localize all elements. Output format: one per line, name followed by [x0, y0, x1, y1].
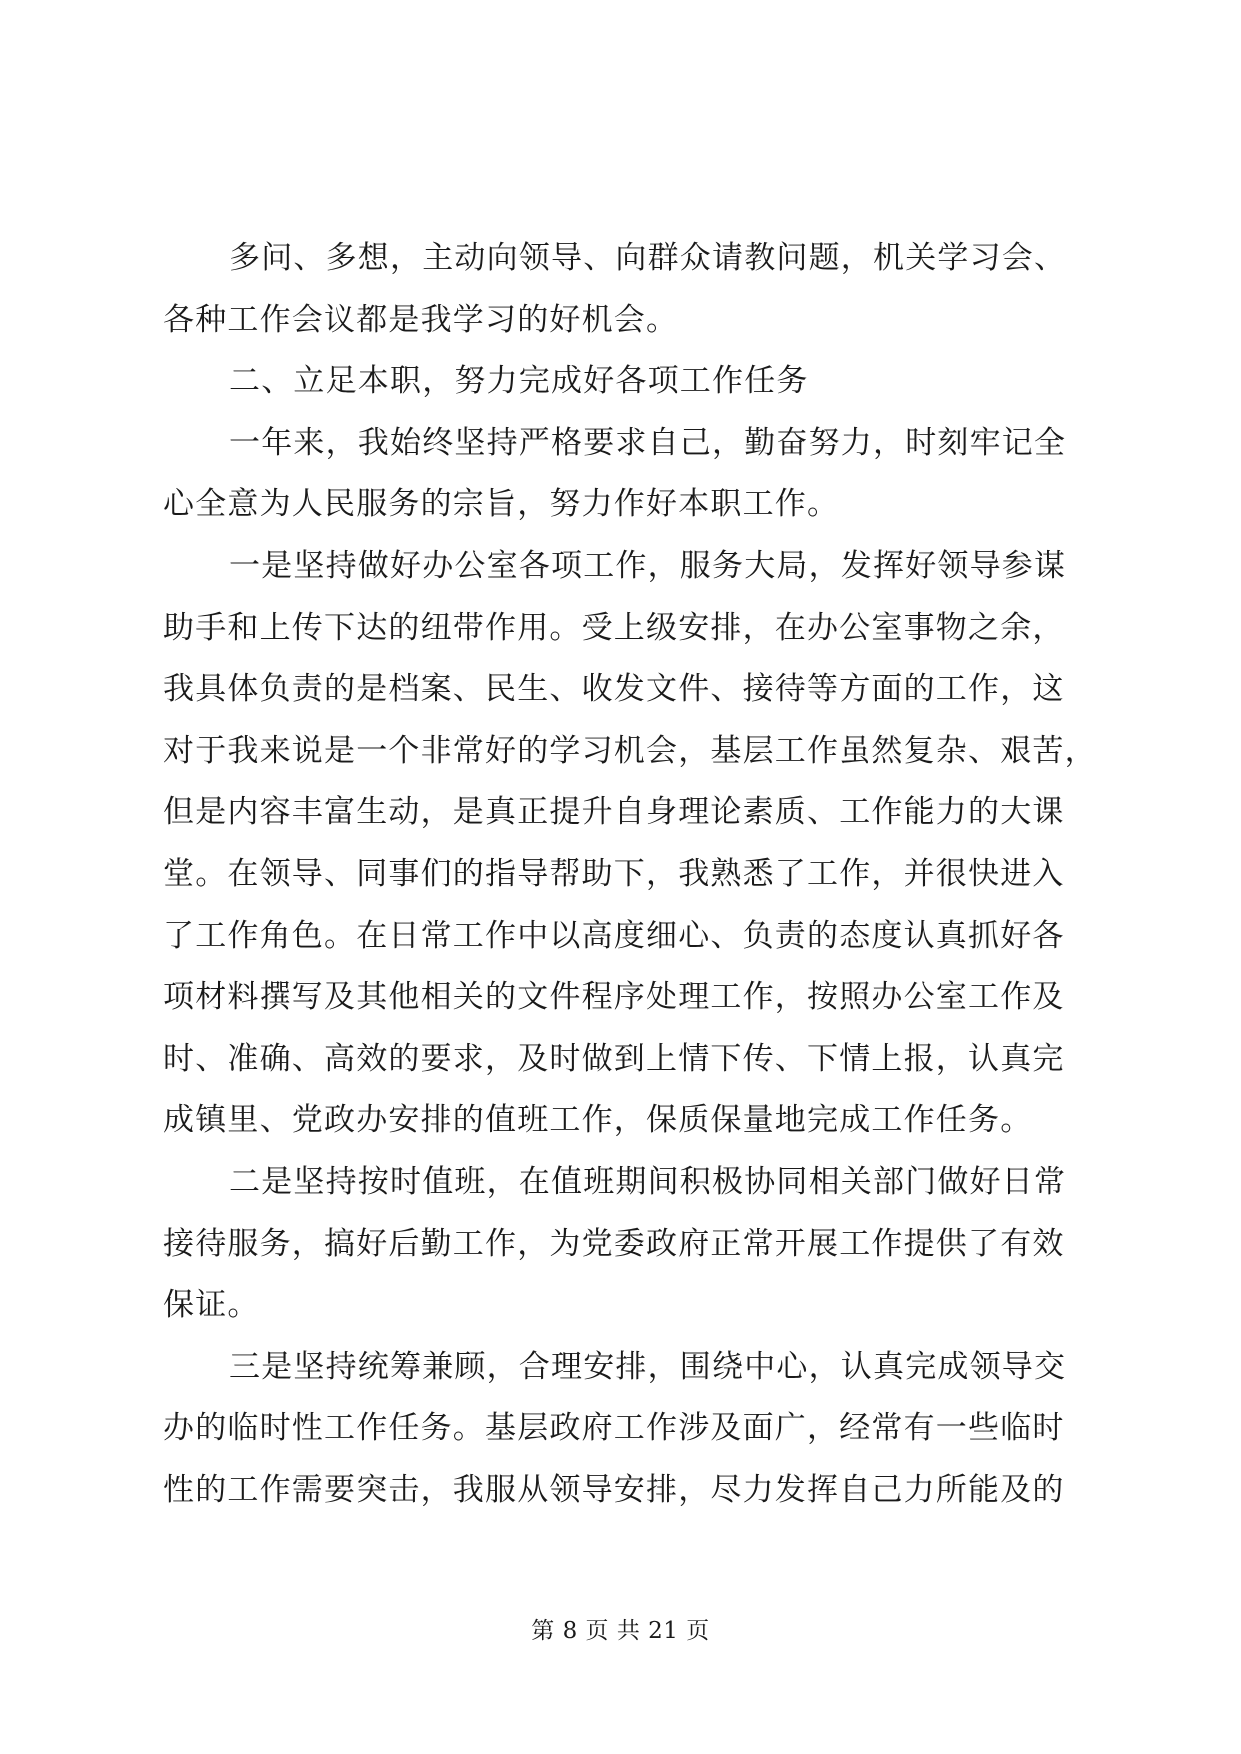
text-line: 各种工作会议都是我学习的好机会。 [163, 301, 679, 338]
text-line: 一是坚持做好办公室各项工作，服务大局，发挥好领导参谋 [229, 547, 1067, 584]
page-footer: 第 8 页 共 21 页 [531, 1618, 710, 1644]
text-line: 项材料撰写及其他相关的文件程序处理工作，按照办公室工作及 [163, 979, 1065, 1016]
text-line: 助手和上传下达的纽带作用。受上级安排，在办公室事物之余， [163, 609, 1065, 646]
text-line: 但是内容丰富生动，是真正提升自身理论素质、工作能力的大课 [163, 794, 1065, 831]
text-line: 保证。 [163, 1287, 260, 1324]
text-line: 性的工作需要突击，我服从领导安排，尽力发挥自己力所能及的 [163, 1471, 1065, 1508]
text-line: 对于我来说是一个非常好的学习机会，基层工作虽然复杂、艰苦， [163, 732, 1097, 769]
text-line: 办的临时性工作任务。基层政府工作涉及面广，经常有一些临时 [163, 1410, 1065, 1447]
text-line: 多问、多想，主动向领导、向群众请教问题，机关学习会、 [229, 240, 1067, 276]
document-body [163, 228, 1097, 1521]
text-line: 二是坚持按时值班，在值班期间积极协同相关部门做好日常 [229, 1163, 1067, 1200]
text-line: 堂。在领导、同事们的指导帮助下，我熟悉了工作，并很快进入 [163, 855, 1065, 892]
text-line: 我具体负责的是档案、民生、收发文件、接待等方面的工作，这 [163, 671, 1065, 708]
text-line: 成镇里、党政办安排的值班工作，保质保量地完成工作任务。 [163, 1102, 1033, 1139]
text-line: 二、立足本职，努力完成好各项工作任务 [229, 363, 809, 400]
text-line: 了工作角色。在日常工作中以高度细心、负责的态度认真抓好各 [163, 917, 1065, 954]
text-line: 心全意为人民服务的宗旨，努力作好本职工作。 [163, 486, 840, 523]
text-line: 三是坚持统筹兼顾，合理安排，围绕中心，认真完成领导交 [229, 1348, 1067, 1385]
text-line: 一年来，我始终坚持严格要求自己，勤奋努力，时刻牢记全 [229, 424, 1067, 461]
text-line: 接待服务，搞好后勤工作，为党委政府正常开展工作提供了有效 [163, 1225, 1065, 1262]
text-line: 时、准确、高效的要求，及时做到上情下传、下情上报，认真完 [163, 1040, 1065, 1077]
